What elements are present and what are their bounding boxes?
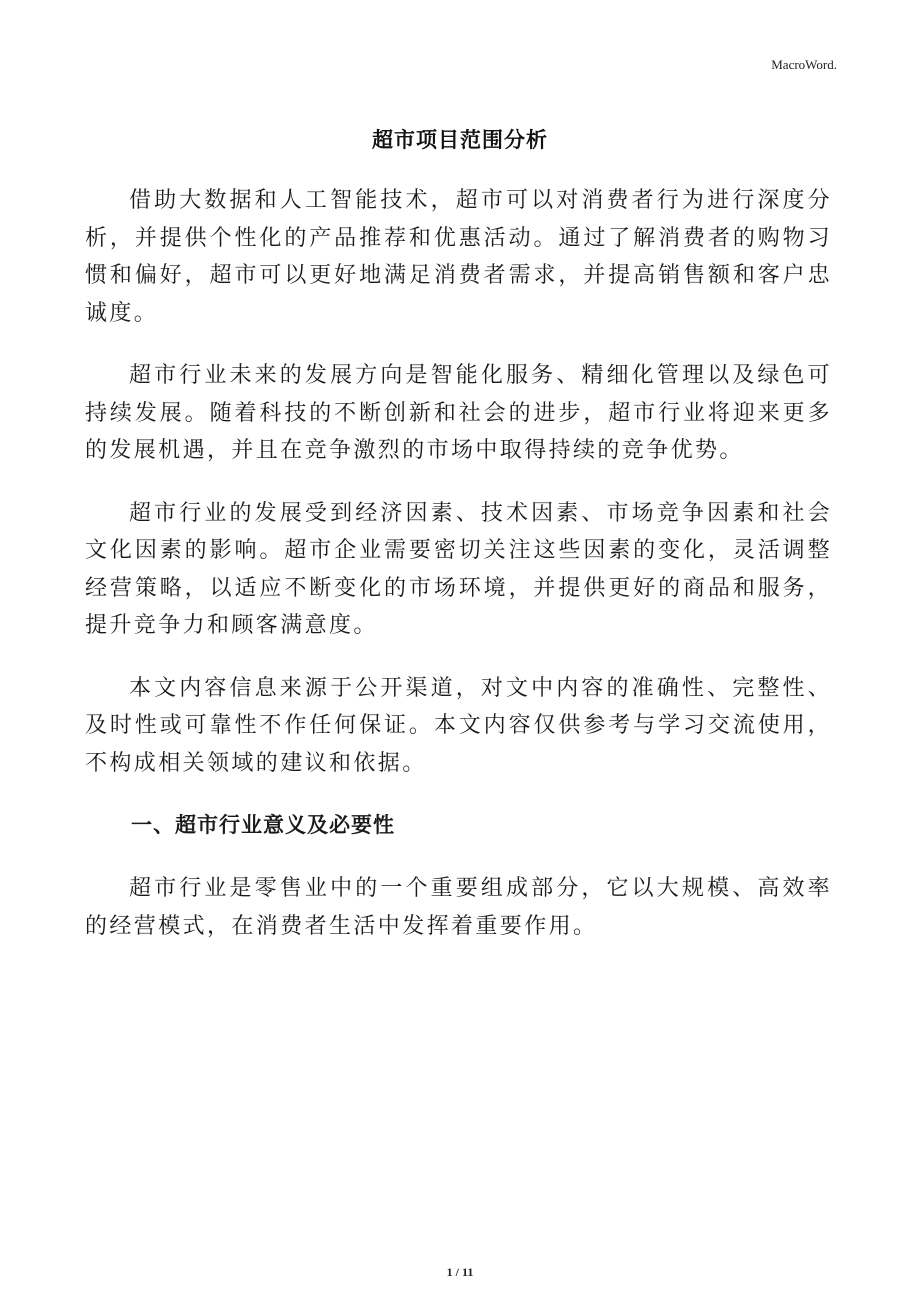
section-heading: 一、超市行业意义及必要性: [131, 813, 395, 837]
paragraph-3: 超市行业的发展受到经济因素、技术因素、市场竞争因素和社会文化因素的影响。超市企业需要密切关注这些因素的变化，灵活调整经营策略，以适应不断变化的市场环境，并提供更好的商品和服务，提升竞争力和顾客满意度。: [85, 500, 832, 638]
disclaimer-paragraph: 本文内容信息来源于公开渠道，对文中内容的准确性、完整性、及时性或可靠性不作任何保证。本文内容仅供参考与学习交流使用，不构成相关领域的建议和依据。: [85, 675, 832, 776]
section-paragraph: 超市行业是零售业中的一个重要组成部分，它以大规模、高效率的经营模式，在消费者生活中发挥着重要作用。: [85, 876, 832, 939]
document-title: 超市项目范围分析: [372, 128, 548, 152]
paragraph-2: 超市行业未来的发展方向是智能化服务、精细化管理以及绿色可持续发展。随着科技的不断创新和社会的进步，超市行业将迎来更多的发展机遇，并且在竞争激烈的市场中取得持续的竞争优势。: [85, 363, 832, 463]
header-watermark: MacroWord.: [771, 57, 837, 72]
paragraph-1: 借助大数据和人工智能技术，超市可以对消费者行为进行深度分析，并提供个性化的产品推荐和优惠活动。通过了解消费者的购物习惯和偏好，超市可以更好地满足消费者需求，并提高销售额和客户忠诚度。: [85, 188, 832, 326]
document-body: [85, 182, 832, 970]
page-number: 1 / 11: [446, 1265, 474, 1279]
